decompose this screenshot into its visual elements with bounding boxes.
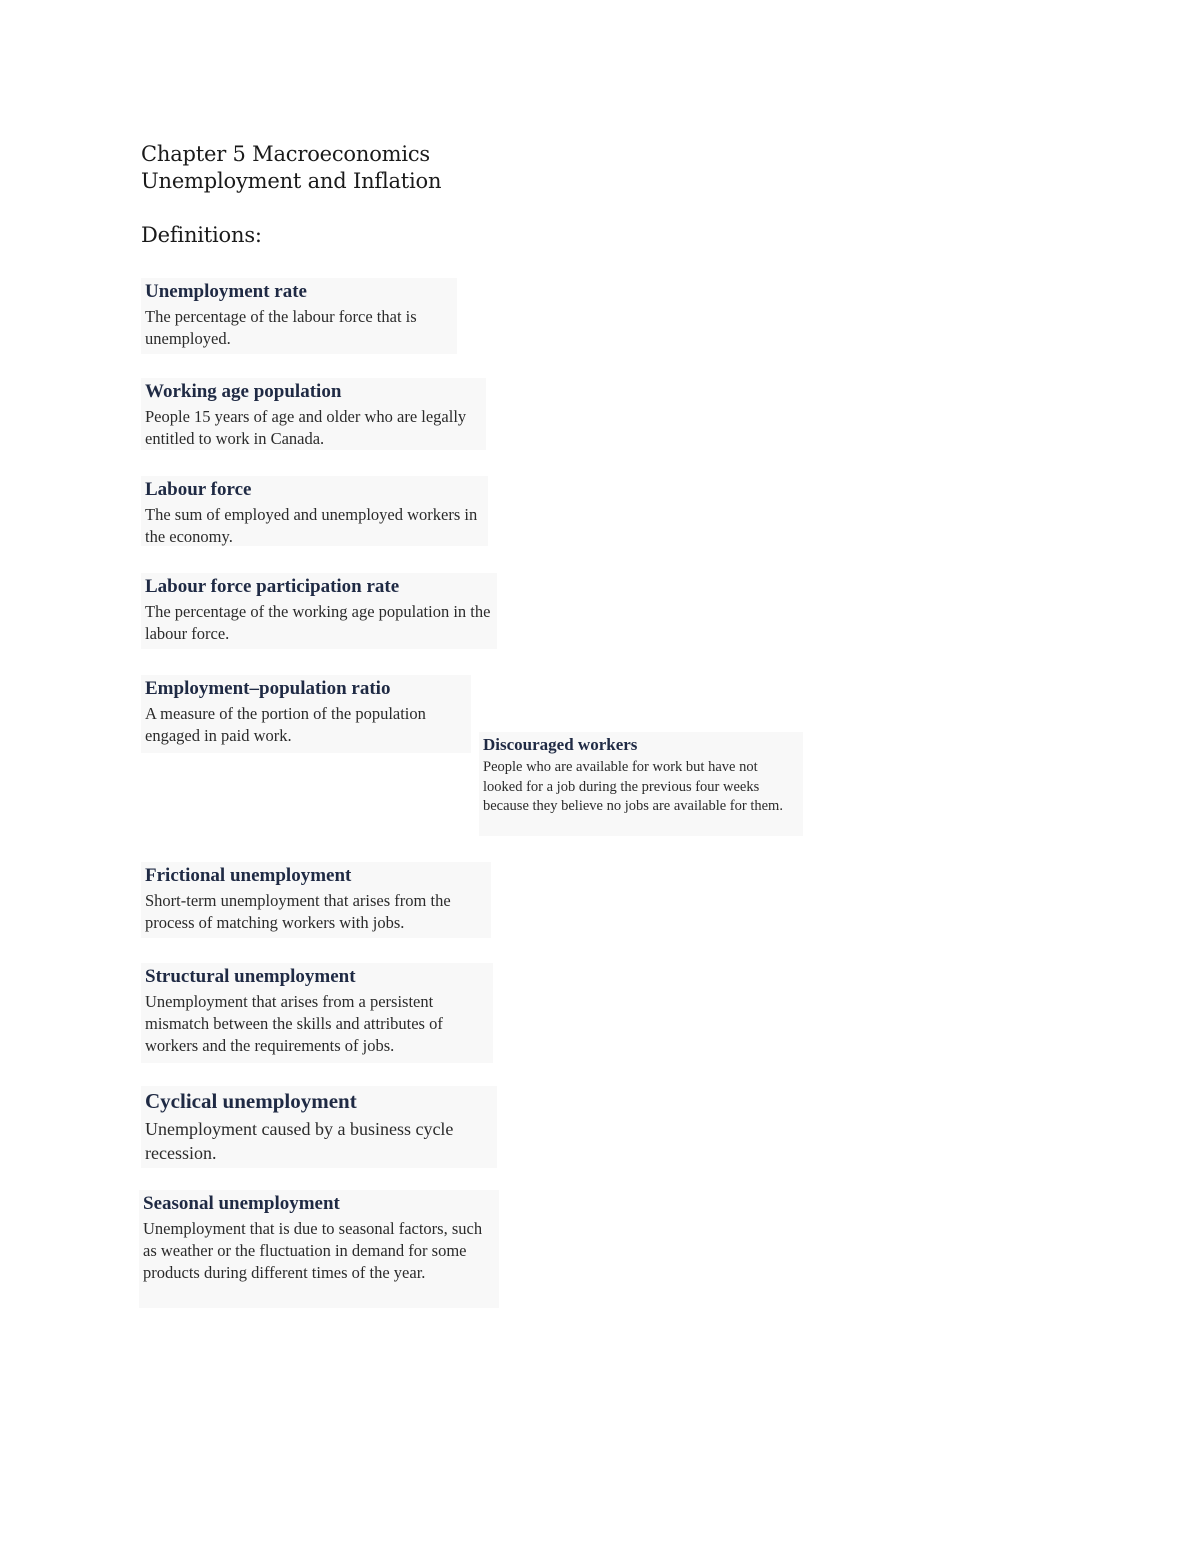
chapter-title: Chapter 5 Macroeconomics <box>141 142 431 166</box>
definition-term: Employment–population ratio <box>145 678 391 699</box>
definition-term: Labour force <box>145 479 252 500</box>
definitions-heading: Definitions: <box>141 223 262 247</box>
definition-term: Unemployment rate <box>145 281 307 302</box>
definition-text: People 15 years of age and older who are legally entitled to work in Canada. <box>145 407 467 448</box>
definition-term: Seasonal unemployment <box>143 1193 340 1214</box>
definition-frictional-unemployment <box>141 862 491 938</box>
definition-text: The percentage of the working age population in the labour force. <box>145 602 491 643</box>
definition-text: Unemployment that arises from a persistent mismatch between the skills and attributes of workers and the requirements of jobs. <box>145 992 443 1055</box>
definition-term: Labour force participation rate <box>145 576 400 597</box>
definition-text: Short-term unemployment that arises from the process of matching workers with jobs. <box>145 891 451 932</box>
definition-text: Unemployment that is due to seasonal factors, such as weather or the fluctuation in demand for some products during different times of the year. <box>143 1219 483 1282</box>
definition-term: Discouraged workers <box>483 735 638 754</box>
definition-term: Cyclical unemployment <box>145 1089 357 1113</box>
definition-term: Working age population <box>145 381 342 402</box>
definition-text: The percentage of the labour force that is unemployed. <box>145 307 417 348</box>
definition-term: Structural unemployment <box>145 966 356 987</box>
definition-structural-unemployment <box>141 963 493 1063</box>
definition-labour-force-participation-rate <box>141 573 497 649</box>
definition-unemployment-rate <box>141 278 457 354</box>
definition-term: Frictional unemployment <box>145 865 352 886</box>
definition-working-age-population <box>141 378 486 450</box>
definition-text: Unemployment caused by a business cycle recession. <box>145 1119 454 1163</box>
definition-discouraged-workers <box>479 732 803 836</box>
definition-labour-force <box>141 476 488 546</box>
definition-text: The sum of employed and unemployed workers in the economy. <box>145 505 478 546</box>
definition-seasonal-unemployment <box>139 1190 499 1308</box>
topic-title: Unemployment and Inflation <box>141 169 442 193</box>
definition-text: A measure of the portion of the population engaged in paid work. <box>145 704 426 745</box>
definition-text: People who are available for work but have not looked for a job during the previous four weeks because they believe no jobs are available for them. <box>483 759 783 814</box>
definition-employment-population-ratio <box>141 675 471 753</box>
definition-cyclical-unemployment <box>141 1086 497 1168</box>
